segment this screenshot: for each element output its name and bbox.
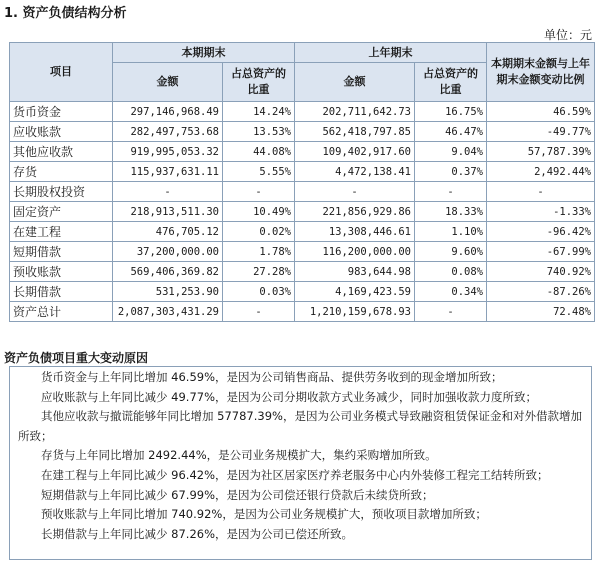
prior-amount: 983,644.98 xyxy=(295,262,415,282)
change-note: 其他应收款与撤谎能够年同比增加 57787.39%，是因为公司业务模式导致融资租赁保证金和对外借款增加所致； xyxy=(18,409,582,443)
change-ratio: 2,492.44% xyxy=(487,162,595,182)
current-share: 1.78% xyxy=(223,242,295,262)
table-row xyxy=(10,222,595,242)
table-row xyxy=(10,122,595,142)
change-ratio: -96.42% xyxy=(487,222,595,242)
current-share: - xyxy=(223,302,295,322)
change-ratio: 46.59% xyxy=(487,102,595,122)
prior-share: 9.04% xyxy=(415,142,487,162)
header-current-amount: 金额 xyxy=(113,63,223,102)
prior-amount: 4,169,423.59 xyxy=(295,282,415,302)
row-name: 长期借款 xyxy=(10,282,113,302)
table-row xyxy=(10,102,595,122)
header-prior-share: 占总资产的比重 xyxy=(415,63,487,102)
current-amount: 37,200,000.00 xyxy=(113,242,223,262)
table-row xyxy=(10,182,595,202)
row-name: 其他应收款 xyxy=(10,142,113,162)
current-share: 44.08% xyxy=(223,142,295,162)
prior-amount: 116,200,000.00 xyxy=(295,242,415,262)
prior-share: 1.10% xyxy=(415,222,487,242)
current-share: 13.53% xyxy=(223,122,295,142)
change-note: 预收账款与上年同比增加 740.92%，是因为公司业务规模扩大，预收项目款增加所致； xyxy=(41,507,487,522)
current-share: 10.49% xyxy=(223,202,295,222)
table-row xyxy=(10,242,595,262)
prior-share: - xyxy=(415,182,487,202)
header-current-period: 本期期末 xyxy=(113,43,295,63)
header-current-share: 占总资产的比重 xyxy=(223,63,295,102)
balance-sheet-table xyxy=(9,42,595,322)
change-ratio: -87.26% xyxy=(487,282,595,302)
current-amount: 115,937,631.11 xyxy=(113,162,223,182)
current-share: 0.02% xyxy=(223,222,295,242)
section-heading: 1. 资产负债结构分析 xyxy=(4,6,127,21)
change-ratio: -49.77% xyxy=(487,122,595,142)
row-name: 长期股权投资 xyxy=(10,182,113,202)
current-amount: 531,253.90 xyxy=(113,282,223,302)
prior-share: 16.75% xyxy=(415,102,487,122)
prior-amount: 4,472,138.41 xyxy=(295,162,415,182)
change-note: 短期借款与上年同比减少 67.99%，是因为公司偿还银行贷款后未续贷所致； xyxy=(41,487,434,502)
change-ratio: 740.92% xyxy=(487,262,595,282)
change-ratio: -1.33% xyxy=(487,202,595,222)
table-row xyxy=(10,262,595,282)
prior-share: 18.33% xyxy=(415,202,487,222)
change-ratio: - xyxy=(487,182,595,202)
current-amount: 569,406,369.82 xyxy=(113,262,223,282)
header-item: 项目 xyxy=(10,43,113,102)
current-amount: 2,087,303,431.29 xyxy=(113,302,223,322)
changes-explanation-box xyxy=(9,366,592,560)
prior-share: 46.47% xyxy=(415,122,487,142)
current-amount: 218,913,511.30 xyxy=(113,202,223,222)
change-note: 货币资金与上年同比增加 46.59%，是因为公司销售商品、提供劳务收到的现金增加所致； xyxy=(41,370,503,384)
prior-share: 0.37% xyxy=(415,162,487,182)
table-row xyxy=(10,162,595,182)
row-name: 在建工程 xyxy=(10,222,113,242)
prior-share: 9.60% xyxy=(415,242,487,262)
prior-amount: 221,856,929.86 xyxy=(295,202,415,222)
prior-amount: 13,308,446.61 xyxy=(295,222,415,242)
current-share: 14.24% xyxy=(223,102,295,122)
row-name: 存货 xyxy=(10,162,113,182)
current-amount: 476,705.12 xyxy=(113,222,223,242)
unit-label: 单位：元 xyxy=(543,28,592,42)
change-ratio: 72.48% xyxy=(487,302,595,322)
row-name: 预收账款 xyxy=(10,262,113,282)
header-prior-period: 上年期末 xyxy=(295,43,487,63)
prior-amount: 562,418,797.85 xyxy=(295,122,415,142)
header-prior-amount: 金额 xyxy=(295,63,415,102)
row-name: 短期借款 xyxy=(10,242,113,262)
prior-amount: 202,711,642.73 xyxy=(295,102,415,122)
change-note: 在建工程与上年同比减少 96.42%，是因为社区居家医疗养老服务中心内外装修工程完工结转所致； xyxy=(41,467,549,482)
prior-amount: 1,210,159,678.93 xyxy=(295,302,415,322)
prior-share: - xyxy=(415,302,487,322)
table-row xyxy=(10,142,595,162)
table-row xyxy=(10,202,595,222)
prior-share: 0.34% xyxy=(415,282,487,302)
prior-amount: - xyxy=(295,182,415,202)
change-ratio: -67.99% xyxy=(487,242,595,262)
table-row xyxy=(10,282,595,302)
current-amount: 282,497,753.68 xyxy=(113,122,223,142)
current-share: 0.03% xyxy=(223,282,295,302)
row-name: 固定资产 xyxy=(10,202,113,222)
row-name: 资产总计 xyxy=(10,302,113,322)
changes-heading: 资产负债项目重大变动原因 xyxy=(4,351,149,365)
prior-amount: 109,402,917.60 xyxy=(295,142,415,162)
change-note: 应收账款与上年同比减少 49.77%，是因为公司分期收款方式业务减少，同时加强收款力度所致； xyxy=(41,389,538,404)
header-change-ratio: 本期期末金额与上年期末金额变动比例 xyxy=(487,43,595,102)
row-name: 货币资金 xyxy=(10,102,113,122)
current-share: - xyxy=(223,182,295,202)
prior-share: 0.08% xyxy=(415,262,487,282)
change-ratio: 57,787.39% xyxy=(487,142,595,162)
current-share: 5.55% xyxy=(223,162,295,182)
current-amount: 919,995,053.32 xyxy=(113,142,223,162)
current-share: 27.28% xyxy=(223,262,295,282)
table-row xyxy=(10,302,595,322)
current-amount: 297,146,968.49 xyxy=(113,102,223,122)
row-name: 应收账款 xyxy=(10,122,113,142)
change-note: 存货与上年同比增加 2492.44%，是公司业务规模扩大，集约采购增加所致。 xyxy=(41,448,437,463)
current-amount: - xyxy=(113,182,223,202)
change-note: 长期借款与上年同比减少 87.26%，是因为公司已偿还所致。 xyxy=(41,526,354,541)
